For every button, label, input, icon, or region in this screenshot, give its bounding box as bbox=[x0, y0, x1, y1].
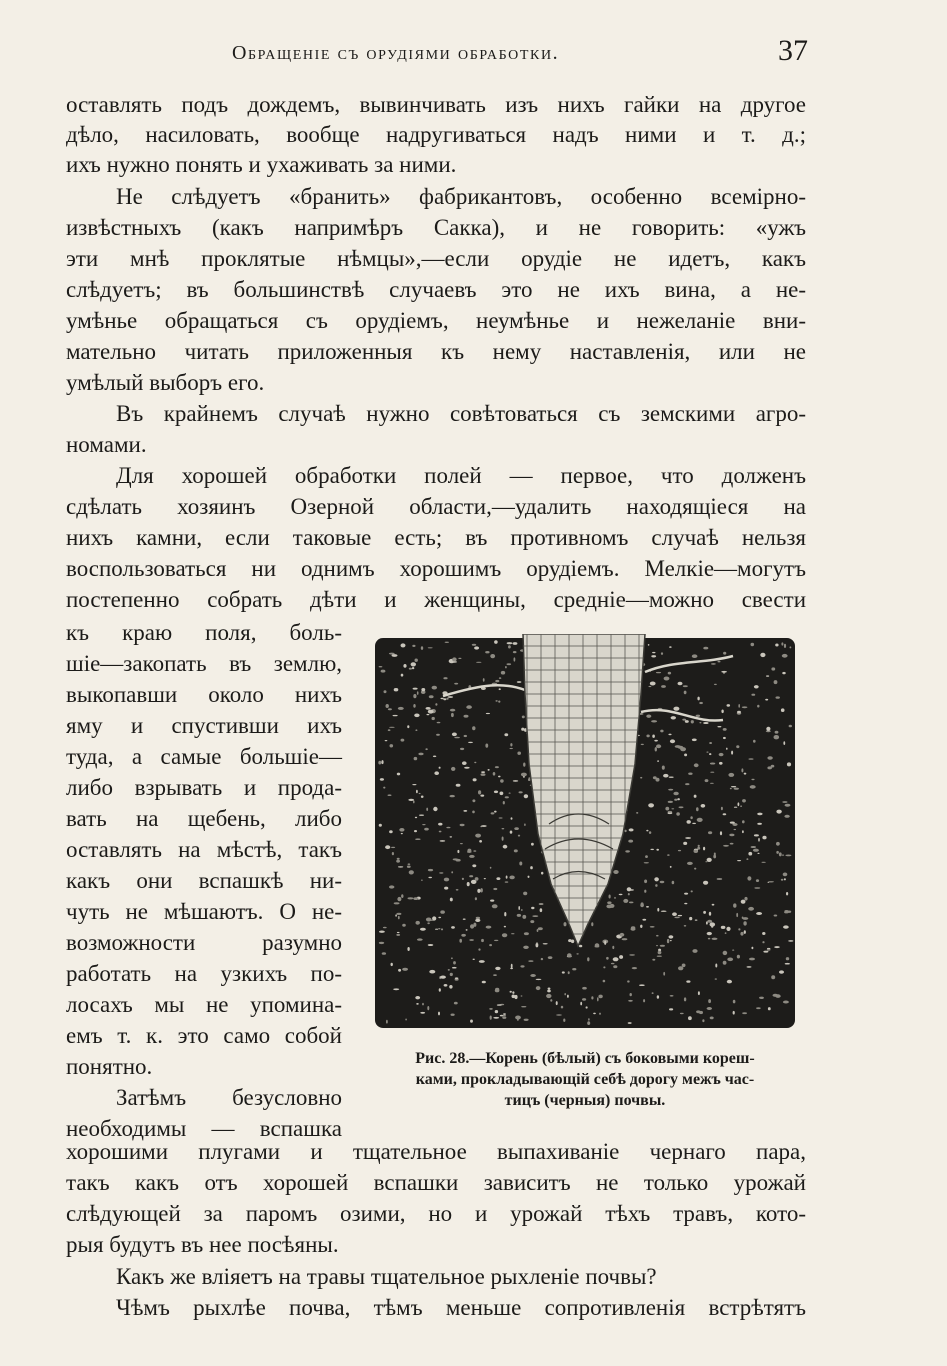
running-title: Обращеніе съ орудіями обработки. bbox=[232, 42, 560, 64]
text-line: умѣлый выборъ его. bbox=[66, 370, 265, 395]
text-line: рыя будутъ въ нее посѣяны. bbox=[66, 1232, 339, 1257]
text-line: ихъ нужно понять и ухаживать за ними. bbox=[66, 152, 457, 177]
column-line: къ краю поля, боль- bbox=[66, 620, 342, 645]
page-header bbox=[60, 34, 808, 74]
caption-line: ками, прокладывающій себѣ дорогу межъ час- bbox=[415, 1071, 755, 1088]
text-line: сдѣлать хозяинъ Озерной области,—удалить находящіеся на bbox=[66, 494, 806, 519]
text-line: дѣло, насиловать, вообще надругиваться надъ ними и т. д.; bbox=[66, 122, 806, 147]
column-line: либо взрывать и прода- bbox=[66, 775, 342, 800]
column-line: понятно. bbox=[66, 1054, 153, 1079]
column-line: чуть не мѣшаютъ. О не- bbox=[66, 899, 342, 924]
text-line: слѣдующей за паромъ озими, но и урожай тѣхъ травъ, кото- bbox=[66, 1201, 806, 1226]
caption-line: Рис. 28.—Корень (бѣлый) съ боковыми кореш- bbox=[415, 1050, 755, 1067]
column-line: оставлять на мѣстѣ, такъ bbox=[66, 837, 342, 862]
caption-line: тицъ (черныя) почвы. bbox=[504, 1092, 666, 1109]
text-line: мательно читать приложенныя къ нему наставленія, или не bbox=[66, 339, 806, 364]
text-line: номами. bbox=[66, 432, 147, 457]
text-line: Въ крайнемъ случаѣ нужно совѣтоваться съ земскими агро- bbox=[116, 401, 806, 426]
column-line: необходимы — вспашка bbox=[66, 1116, 342, 1141]
column-line: возможности разумно bbox=[66, 930, 342, 955]
column-line: вать на щебень, либо bbox=[66, 806, 342, 831]
root-soil-illustration bbox=[373, 634, 797, 1030]
page-number: 37 bbox=[778, 34, 808, 67]
text-line: такъ какъ отъ хорошей вспашки зависитъ не только урожай bbox=[66, 1170, 806, 1195]
text-line: слѣдуетъ; въ большинствѣ случаевъ это не ихъ вина, а не- bbox=[66, 277, 806, 302]
text-line: оставлять подъ дождемъ, вывинчивать изъ нихъ гайки на другое bbox=[66, 92, 806, 117]
text-line: Не слѣдуетъ «бранить» фабрикантовъ, особенно всемірно- bbox=[116, 184, 806, 209]
column-line: туда, а самые большіе— bbox=[66, 744, 342, 769]
text-line: воспользоваться ни однимъ хорошимъ орудіемъ. Мелкіе—могутъ bbox=[66, 556, 806, 581]
column-line: работать на узкихъ по- bbox=[66, 961, 342, 986]
text-line: хорошими плугами и тщательное выпахиваніе чернаго пара, bbox=[66, 1139, 806, 1164]
column-line: яму и спустивши ихъ bbox=[66, 713, 342, 738]
text-line: извѣстныхъ (какъ напримѣръ Сакка), и не говорить: «ужъ bbox=[66, 215, 806, 240]
column-line: Затѣмъ безусловно bbox=[116, 1085, 342, 1110]
column-line: шіе—закопать въ землю, bbox=[66, 651, 342, 676]
column-line: какъ они вспашкѣ ни- bbox=[66, 868, 342, 893]
text-line: эти мнѣ проклятые нѣмцы»,—если орудіе не идетъ, какъ bbox=[66, 246, 806, 271]
text-line: умѣнье обращаться съ орудіемъ, неумѣнье и нежеланіе вни- bbox=[66, 308, 806, 333]
column-line: выкопавши около нихъ bbox=[66, 682, 342, 707]
column-line: лосахъ мы не упомина- bbox=[66, 992, 342, 1017]
text-line: нихъ камни, если таковые есть; въ противномъ случаѣ нельзя bbox=[66, 525, 806, 550]
text-line: постепенно собрать дѣти и женщины, средніе—можно свести bbox=[66, 587, 806, 612]
text-line: Какъ же вліяетъ на травы тщательное рыхленіе почвы? bbox=[116, 1264, 657, 1289]
column-line: емъ т. к. это само собой bbox=[66, 1023, 342, 1048]
text-line: Чѣмъ рыхлѣе почва, тѣмъ меньше сопротивленія встрѣтятъ bbox=[116, 1295, 806, 1320]
figure-caption bbox=[362, 1048, 808, 1111]
text-line: Для хорошей обработки полей — первое, что долженъ bbox=[116, 463, 806, 488]
